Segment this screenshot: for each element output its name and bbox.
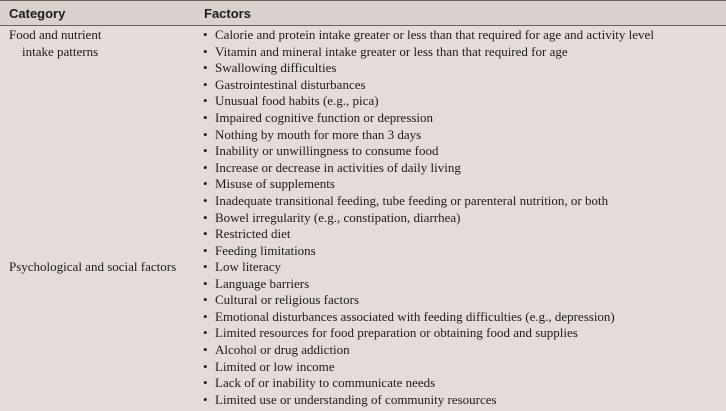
bullet-icon: • [203, 176, 208, 192]
factor-item [201, 392, 615, 409]
factor-text: Vitamin and mineral intake greater or less than that required for age [215, 43, 568, 59]
factor-item [201, 60, 654, 77]
bullet-icon: • [203, 60, 208, 76]
table-header [0, 0, 726, 26]
factor-text: Lack of or inability to communicate needs [215, 375, 436, 391]
factor-item [201, 176, 654, 193]
factor-item [201, 226, 654, 243]
factor-item [201, 259, 615, 276]
factors-column-header: Factors [204, 6, 251, 21]
factor-text: Impaired cognitive function or depression [215, 109, 434, 125]
bullet-icon: • [203, 259, 208, 274]
bullet-icon: • [203, 391, 208, 407]
factor-item [201, 110, 654, 127]
factor-text: Nothing by mouth for more than 3 days [215, 126, 422, 142]
factor-item [201, 359, 615, 376]
bullet-icon: • [203, 341, 208, 357]
factor-text: Restricted diet [215, 226, 291, 242]
category-column-header: Category [9, 6, 66, 21]
factor-text: Misuse of supplements [215, 176, 335, 192]
bullet-icon: • [203, 292, 208, 308]
bullet-icon: • [203, 43, 208, 59]
factor-item [201, 309, 615, 326]
bullet-icon: • [203, 358, 208, 374]
factor-text: Increase or decrease in activities of daily living [215, 159, 461, 175]
factor-text: Bowel irregularity (e.g., constipation, diarrhea) [215, 209, 461, 225]
factor-text: Calorie and protein intake greater or less than that required for age and activity level [215, 27, 654, 42]
factor-text: Limited resources for food preparation or obtaining food and supplies [215, 325, 578, 341]
factor-item [201, 375, 615, 392]
factor-text: Inability or unwillingness to consume food [215, 143, 439, 159]
factor-text: Gastrointestinal disturbances [215, 76, 366, 92]
bullet-icon: • [203, 275, 208, 291]
bullet-icon: • [203, 375, 208, 391]
factor-item [201, 210, 654, 227]
category-cell [9, 27, 199, 60]
factor-item [201, 325, 615, 342]
factors-list [201, 27, 654, 259]
bullet-icon: • [203, 159, 208, 175]
category-line: Psychological and social factors [9, 259, 177, 274]
category-line: intake patterns [22, 43, 99, 59]
factor-item [201, 27, 654, 44]
factor-item [201, 342, 615, 359]
bullet-icon: • [203, 325, 208, 341]
factor-text: Alcohol or drug addiction [215, 341, 350, 357]
factor-item [201, 44, 654, 61]
factor-item [201, 93, 654, 110]
bullet-icon: • [203, 27, 208, 42]
factor-item [201, 77, 654, 94]
factor-text: Limited use or understanding of community resources [215, 391, 497, 407]
factor-item [201, 292, 615, 309]
factor-item [201, 160, 654, 177]
bullet-icon: • [203, 242, 208, 258]
factor-text: Language barriers [215, 275, 310, 291]
bullet-icon: • [203, 209, 208, 225]
factor-text: Inadequate transitional feeding, tube feeding or parenteral nutrition, or both [215, 192, 609, 208]
factor-text: Feeding limitations [215, 242, 316, 258]
category-line: Food and nutrient [9, 27, 102, 42]
factor-item [201, 276, 615, 293]
factor-item [201, 243, 654, 260]
factor-text: Emotional disturbances associated with feeding difficulties (e.g., depression) [215, 308, 615, 324]
bullet-icon: • [203, 126, 208, 142]
factor-item [201, 193, 654, 210]
bullet-icon: • [203, 76, 208, 92]
factor-text: Unusual food habits (e.g., pica) [215, 93, 379, 109]
factor-text: Cultural or religious factors [215, 292, 360, 308]
factor-item [201, 143, 654, 160]
factor-item [201, 127, 654, 144]
factor-text: Limited or low income [215, 358, 335, 374]
bullet-icon: • [203, 192, 208, 208]
bullet-icon: • [203, 226, 208, 242]
factor-text: Low literacy [215, 259, 282, 274]
bullet-icon: • [203, 93, 208, 109]
factors-list [201, 259, 615, 408]
bullet-icon: • [203, 308, 208, 324]
bullet-icon: • [203, 109, 208, 125]
category-cell [9, 259, 199, 276]
factor-text: Swallowing difficulties [215, 60, 337, 76]
bullet-icon: • [203, 143, 208, 159]
